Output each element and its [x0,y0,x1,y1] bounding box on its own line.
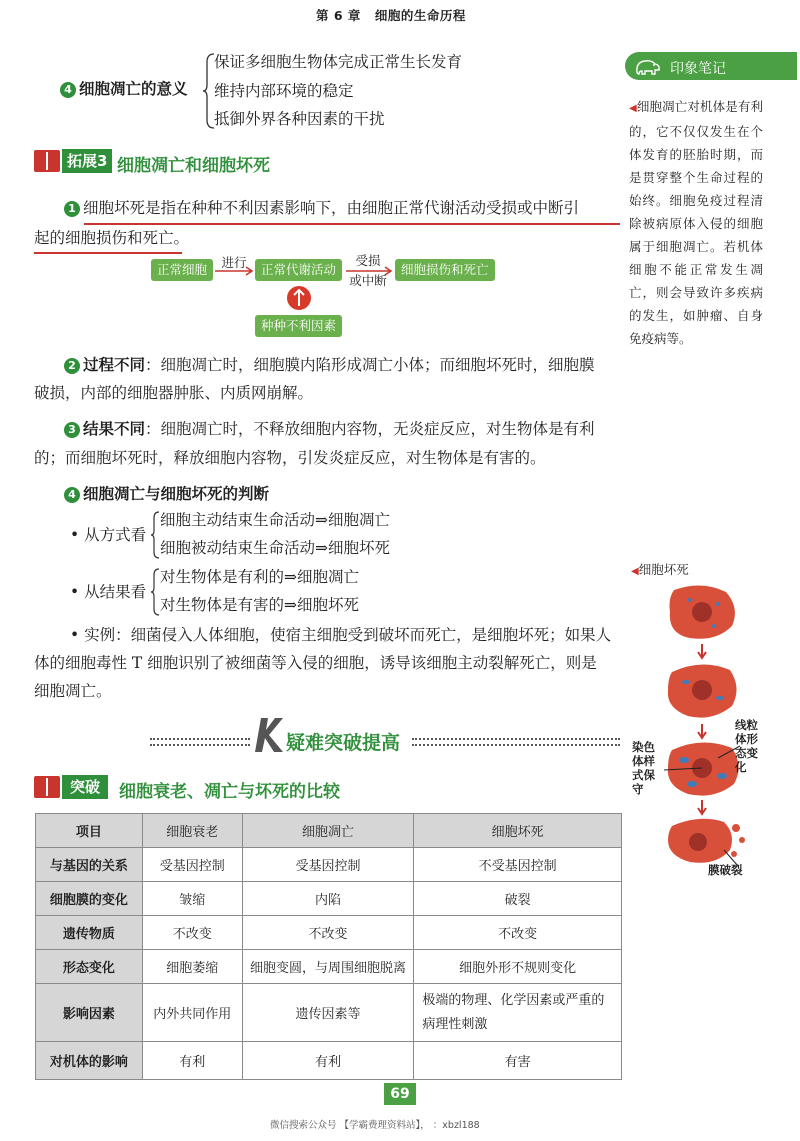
banner-title: 疑难突破提高 [286,732,401,754]
table-cell: 有利 [142,1042,242,1080]
divider-left [150,744,250,746]
flow-box-adverse-factors: 种种不利因素 [255,315,342,337]
divider-left [150,738,250,740]
section-tag: 拓展3 [62,149,112,173]
significance-item: 维持内部环境的稳定 [214,82,354,100]
table-row [36,1042,622,1080]
chapter-header [316,6,466,24]
example-line-1: • 实例：细菌侵入人体细胞，使宿主细胞受到破坏而死亡，是细胞坏死；如果人 [70,626,612,644]
judge-result-item: 对生物体是有害的⇒细胞坏死 [160,596,359,614]
judge-way-item: 细胞主动结束生命活动⇒细胞凋亡 [160,511,390,529]
arrow-down-icon [698,800,706,814]
chapter-number: 第 6 章 [316,8,361,23]
elephant-icon [633,55,663,77]
table-cell: 细胞变圆，与周围细胞脱离 [242,950,414,984]
book-icon [34,776,60,798]
table-cell: 破裂 [414,882,622,916]
table-row [36,916,622,950]
paragraph-result-difference [64,414,595,444]
table-cell: 不改变 [242,916,414,950]
significance-title: 细胞凋亡的意义 [79,80,188,98]
sidebar-note [629,95,763,350]
brace [150,510,160,560]
arrow-down-icon [698,724,706,738]
sidebar-title: 印象笔记 [670,61,726,77]
label-chromatin: 染色体样式保守 [632,740,655,796]
number-badge: 1 [64,201,80,217]
flow-box-cell-damage-death: 细胞损伤和死亡 [395,259,495,281]
table-header-cell: 细胞坏死 [414,814,622,848]
label-membrane-rupture: 膜破裂 [708,863,743,877]
table-cell: 极端的物理、化学因素或严重的病理性刺激 [414,984,622,1042]
paragraph-process-difference [64,350,595,380]
table-cell: 不改变 [142,916,242,950]
underline [84,223,620,225]
footer-text: 微信搜索公众号 【学霸费理资料站】， ：xbzl188 [270,1120,480,1131]
table-cell: 皱缩 [142,882,242,916]
example-line-2: 体的细胞毒性 T 细胞识别了被细菌等入侵的细胞，诱导该细胞主动裂解死亡，则是 [34,654,597,672]
divider-right [412,744,620,746]
significance-heading [60,74,188,104]
chapter-title: 细胞的生命历程 [374,8,466,23]
number-badge: 2 [64,358,80,374]
significance-item: 抵御外界各种因素的干扰 [214,110,385,128]
triangle-marker-icon: ◀ [631,566,639,577]
paragraph-necrosis-definition [64,193,620,223]
process-line-1: ：细胞凋亡时，细胞膜内陷形成凋亡小体；而细胞坏死时，细胞膜 [145,356,595,374]
table-cell: 有利 [242,1042,414,1080]
definition-line-1: 细胞坏死是指在种种不利因素影响下，由细胞正常代谢活动受损或中断引 [83,199,580,217]
triangle-marker-icon: ◀ [629,103,637,114]
table-cell: 内外共同作用 [142,984,242,1042]
table-cell: 受基因控制 [142,848,242,882]
table-header-cell: 细胞凋亡 [242,814,414,848]
figure-caption [631,560,689,578]
judge-way-label: • 从方式看 [70,526,147,544]
table-header-row [36,814,622,848]
table-cell: 细胞萎缩 [142,950,242,984]
result-line-1: ：细胞凋亡时，不释放细胞内容物，无炎症反应，对生物体是有利 [145,420,595,438]
section-tag: 突破 [62,775,108,799]
cell-stage-3 [664,742,740,795]
flow-label-damaged: 受损 [355,253,381,268]
table-cell: 有害 [414,1042,622,1080]
necrosis-figure [632,578,798,878]
page-number: 69 [384,1083,416,1105]
section-title: 细胞凋亡和细胞坏死 [117,156,270,176]
k-logo-icon [252,715,286,755]
table-row [36,984,622,1042]
table-cell: 细胞外形不规则变化 [414,950,622,984]
number-badge: 4 [60,82,76,98]
table-cell: 不受基因控制 [414,848,622,882]
table-row [36,848,622,882]
figure-title: 细胞坏死 [638,562,689,577]
flow-box-normal-metabolism: 正常代谢活动 [255,259,342,281]
number-badge: 3 [64,422,80,438]
table-row-header: 影响因素 [36,984,143,1042]
table-row-header: 对机体的影响 [36,1042,143,1080]
underline [34,252,182,254]
significance-item: 保证多细胞生物体完成正常生长发育 [214,53,463,71]
flow-label-proceed: 进行 [221,255,247,270]
comparison-table [35,813,622,1080]
table-row [36,950,622,984]
judge-way-item: 细胞被动结束生命活动⇒细胞坏死 [160,539,390,557]
book-icon [34,150,60,172]
process-line-2: 破损，内部的细胞器肿胀、内质网崩解。 [34,384,314,402]
table-row [36,882,622,916]
brace [150,567,160,617]
table-header-cell: 细胞衰老 [142,814,242,848]
arrow-up-icon [287,286,311,310]
table-cell: 不改变 [414,916,622,950]
example-line-3: 细胞凋亡。 [34,682,112,700]
table-cell: 受基因控制 [242,848,414,882]
arrow-down-icon [698,644,706,658]
table-row-header: 细胞膜的变化 [36,882,143,916]
divider-right [412,738,620,740]
cell-stage-1 [670,585,735,638]
flow-label-interrupted: 或中断 [349,273,387,288]
bold-term: 过程不同 [83,356,146,374]
table-cell: 内陷 [242,882,414,916]
sidebar-note-text: 细胞凋亡对机体是有利的，它不仅仅发生在个体发育的胚胎时期，而是贯穿整个生命过程的始终。细胞免疫过程清除被病原体入侵的细胞属于细胞凋亡。若机体细胞不能正常发生凋亡，则会导致许多疾病的发生，如肿瘤、自身免疫病等。 [629,99,763,346]
judge-result-item: 对生物体是有利的⇒细胞凋亡 [160,568,359,586]
number-badge: 4 [64,487,80,503]
judge-result-label: • 从结果看 [70,583,147,601]
bold-term: 结果不同 [83,420,146,438]
judgment-title: 细胞凋亡与细胞坏死的判断 [83,485,270,503]
result-line-2: 的；而细胞坏死时，释放细胞内容物，引发炎症反应，对生物体是有害的。 [34,449,546,467]
section-title: 细胞衰老、凋亡与坏死的比较 [119,782,340,802]
table-row-header: 形态变化 [36,950,143,984]
table-row-header: 与基因的关系 [36,848,143,882]
table-row-header: 遗传物质 [36,916,143,950]
definition-line-2: 起的细胞损伤和死亡。 [34,229,190,247]
table-cell: 遗传因素等 [242,984,414,1042]
cell-stage-2 [668,664,737,717]
arrow-right-icon [215,266,255,276]
cell-stage-4 [668,819,745,866]
flow-box-normal-cell: 正常细胞 [151,259,213,281]
label-mitochondria: 线粒体形态变化 [735,718,758,774]
table-header-cell: 项目 [36,814,143,848]
